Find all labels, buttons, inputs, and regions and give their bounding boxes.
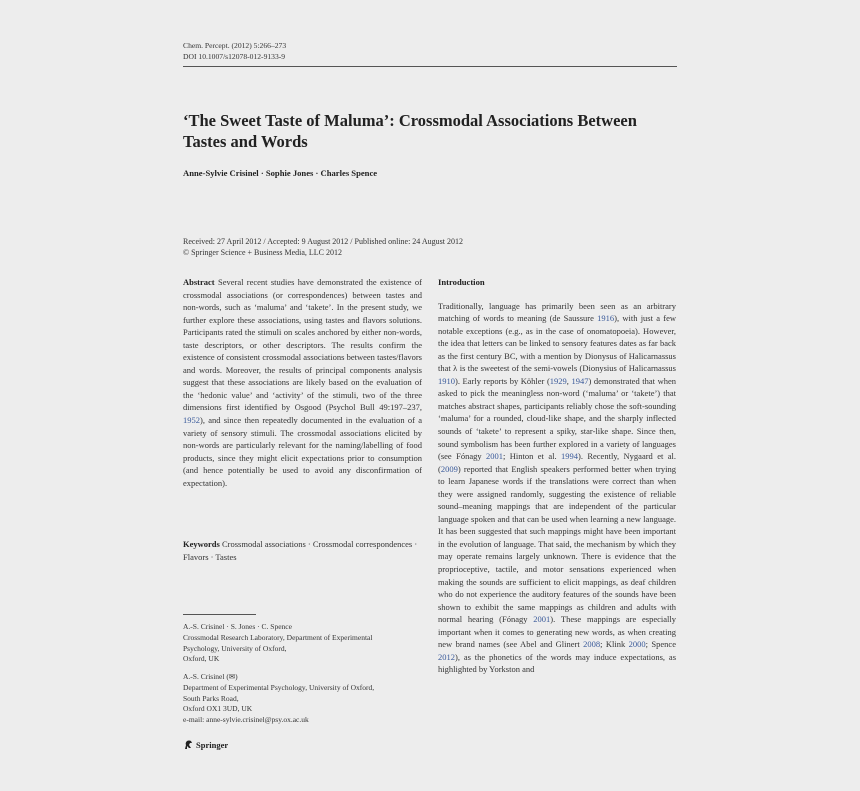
intro-text: ; Klink xyxy=(600,639,629,650)
affiliation-rule xyxy=(183,614,256,615)
intro-text: ; Spence xyxy=(645,639,676,650)
citation-link[interactable]: 2008 xyxy=(583,639,601,650)
affiliation-line: South Parks Road, xyxy=(183,693,239,703)
affiliation-line: Psychology, University of Oxford, xyxy=(183,643,287,653)
abstract-text-part-1: Several recent studies have demonstrated the existence of crossmodal associations (or correspondences) between tastes and non-words, such as ‘maluma’ and ‘takete’. In the present study, we further explore these associations, using tastes and flavors solutions. Participants rated the stimuli on scales anchored by either non-words, taste descriptors, or other descriptors. The results confirm the existence of consistent crossmodal associations between tastes/flavors and words. Moreover, the results of principal components analysis suggest that these associations are likely based on the evaluation of the ‘hedonic value’ and ‘activity’ of the stimuli, two of the three dimensions first identified by Osgood (Psychol Bull 49:197–237, xyxy=(183,277,422,413)
intro-text: ). These mappings are especially important when it comes to generating new words, as when creating new brand names (see Abel and Glinert xyxy=(438,614,676,650)
abstract xyxy=(183,276,422,489)
citation-link[interactable]: 1929 xyxy=(549,375,567,386)
citation-link[interactable]: 2009 xyxy=(440,463,458,474)
intro-text: Traditionally, language has primarily been seen as an arbitrary matching of words to meaning (de Saussure xyxy=(438,300,676,324)
publication-dates: Received: 27 April 2012 / Accepted: 9 August 2012 / Published online: 24 August 2012 xyxy=(183,237,463,246)
affiliation-email[interactable]: e-mail: anne-sylvie.crisinel@psy.ox.ac.uk xyxy=(183,715,309,725)
affiliation-line: A.-S. Crisinel (✉) xyxy=(183,672,238,681)
intro-text: ) demonstrated that when asked to pick the meaningless non-word (‘maluma’ or ‘takete’) that matches abstract shapes, participants reliably chose the soft-sounding ‘maluma’ for a rounded, cloud-like shape, and the sharply inflected sounds of ‘takete’ to represent a spiky, star-like shape. Since then, sound symbolism has been further explored in a variety of languages (see Fónagy xyxy=(438,375,677,462)
section-heading: Introduction xyxy=(438,277,485,287)
introduction-section xyxy=(438,276,676,676)
publisher-name: Springer xyxy=(196,739,229,750)
citation-link[interactable]: 2001 xyxy=(486,451,503,462)
intro-text: ). Recently, Nygaard et al. ( xyxy=(438,451,676,474)
affiliation-block-2 xyxy=(183,672,422,726)
journal-header xyxy=(183,40,286,62)
citation-link[interactable]: 1916 xyxy=(597,313,615,324)
citation-link[interactable]: 1952 xyxy=(183,415,200,426)
keywords-label: Keywords xyxy=(183,539,220,549)
affiliation-block-1 xyxy=(183,622,422,665)
intro-text: ), as the phonetics of the words may induce expectations, as highlighted by Yorkston and xyxy=(438,651,676,675)
springer-horse-icon xyxy=(183,739,194,750)
copyright-line: © Springer Science + Business Media, LLC 2012 xyxy=(183,248,343,257)
affiliation-line: Department of Experimental Psychology, University of Oxford, xyxy=(183,682,375,692)
publisher-logo xyxy=(183,739,228,750)
header-rule xyxy=(183,66,677,67)
affiliation-line: Oxford OX1 3UD, UK xyxy=(183,704,253,714)
keywords xyxy=(183,538,422,563)
introduction-paragraph xyxy=(438,300,676,676)
intro-text: ). Early reports by Köhler ( xyxy=(455,375,550,386)
abstract-label: Abstract xyxy=(183,277,215,287)
citation-link[interactable]: 1947 xyxy=(571,375,589,386)
citation-link[interactable]: 2012 xyxy=(438,651,455,662)
affiliation-line: A.-S. Crisinel · S. Jones · C. Spence xyxy=(183,622,292,631)
article-authors: Anne-Sylvie Crisinel · Sophie Jones · Charles Spence xyxy=(183,168,378,178)
affiliation-line: Oxford, UK xyxy=(183,654,220,664)
citation-link[interactable]: 1994 xyxy=(560,451,578,462)
citation-link[interactable]: 2001 xyxy=(533,614,551,625)
intro-text: ), with just a few notable exceptions (e.g., as in the case of onomatopoeia). However, the idea that letters can be linked to sensory features dates as far back as the first century BC, with a mention by Dionysus of Halicarnassus that λ is the sweetest of the semi-vowels (Dionysius of Halicarnassus xyxy=(438,313,676,374)
citation-link[interactable]: 2000 xyxy=(628,639,646,650)
abstract-text-part-2: ), and since then repeatedly documented in the evaluation of a variety of sensory stimuli. The crossmodal associations elicited by non-words are particularly relevant for the naming/labelling of food products, since they might elicit expectations prior to consumption (and hence potentially be used to avoid any disconfirmation of expectation). xyxy=(183,415,422,488)
intro-text: , xyxy=(566,375,572,386)
journal-citation: Chem. Percept. (2012) 5:266–273 xyxy=(183,41,287,50)
intro-text: ) reported that English speakers performed better when trying to learn Japanese words if the translations were correct than when they were assigned randomly, suggesting the existence of reliable sound–meaning mappings that are independent of the particular language spoken and that can be used when learning a new language. It has been suggested that such mappings might have been important in the evolution of language. That said, the mechanism by which they may operate remains largely unknown. There is evidence that the proprioceptive, tactile, and motor sensations experienced when making the sounds are sufficient to elicit mappings, as deaf children who do not experience the auditory features of the sounds have been shown to exhibit the same mappings as children and adults with normal hearing (Fónagy xyxy=(438,463,676,625)
affiliation-line: Crossmodal Research Laboratory, Department of Experimental xyxy=(183,632,373,642)
article-title: ‘The Sweet Taste of Maluma’: Crossmodal Associations Between Tastes and Words xyxy=(183,111,637,151)
journal-doi: DOI 10.1007/s12078-012-9133-9 xyxy=(183,52,286,61)
keywords-text: Crossmodal associations · Crossmodal correspondences · Flavors · Tastes xyxy=(183,539,418,562)
intro-text: ; Hinton et al. xyxy=(503,451,561,462)
citation-link[interactable]: 1910 xyxy=(438,375,455,386)
article-dates xyxy=(183,236,463,258)
